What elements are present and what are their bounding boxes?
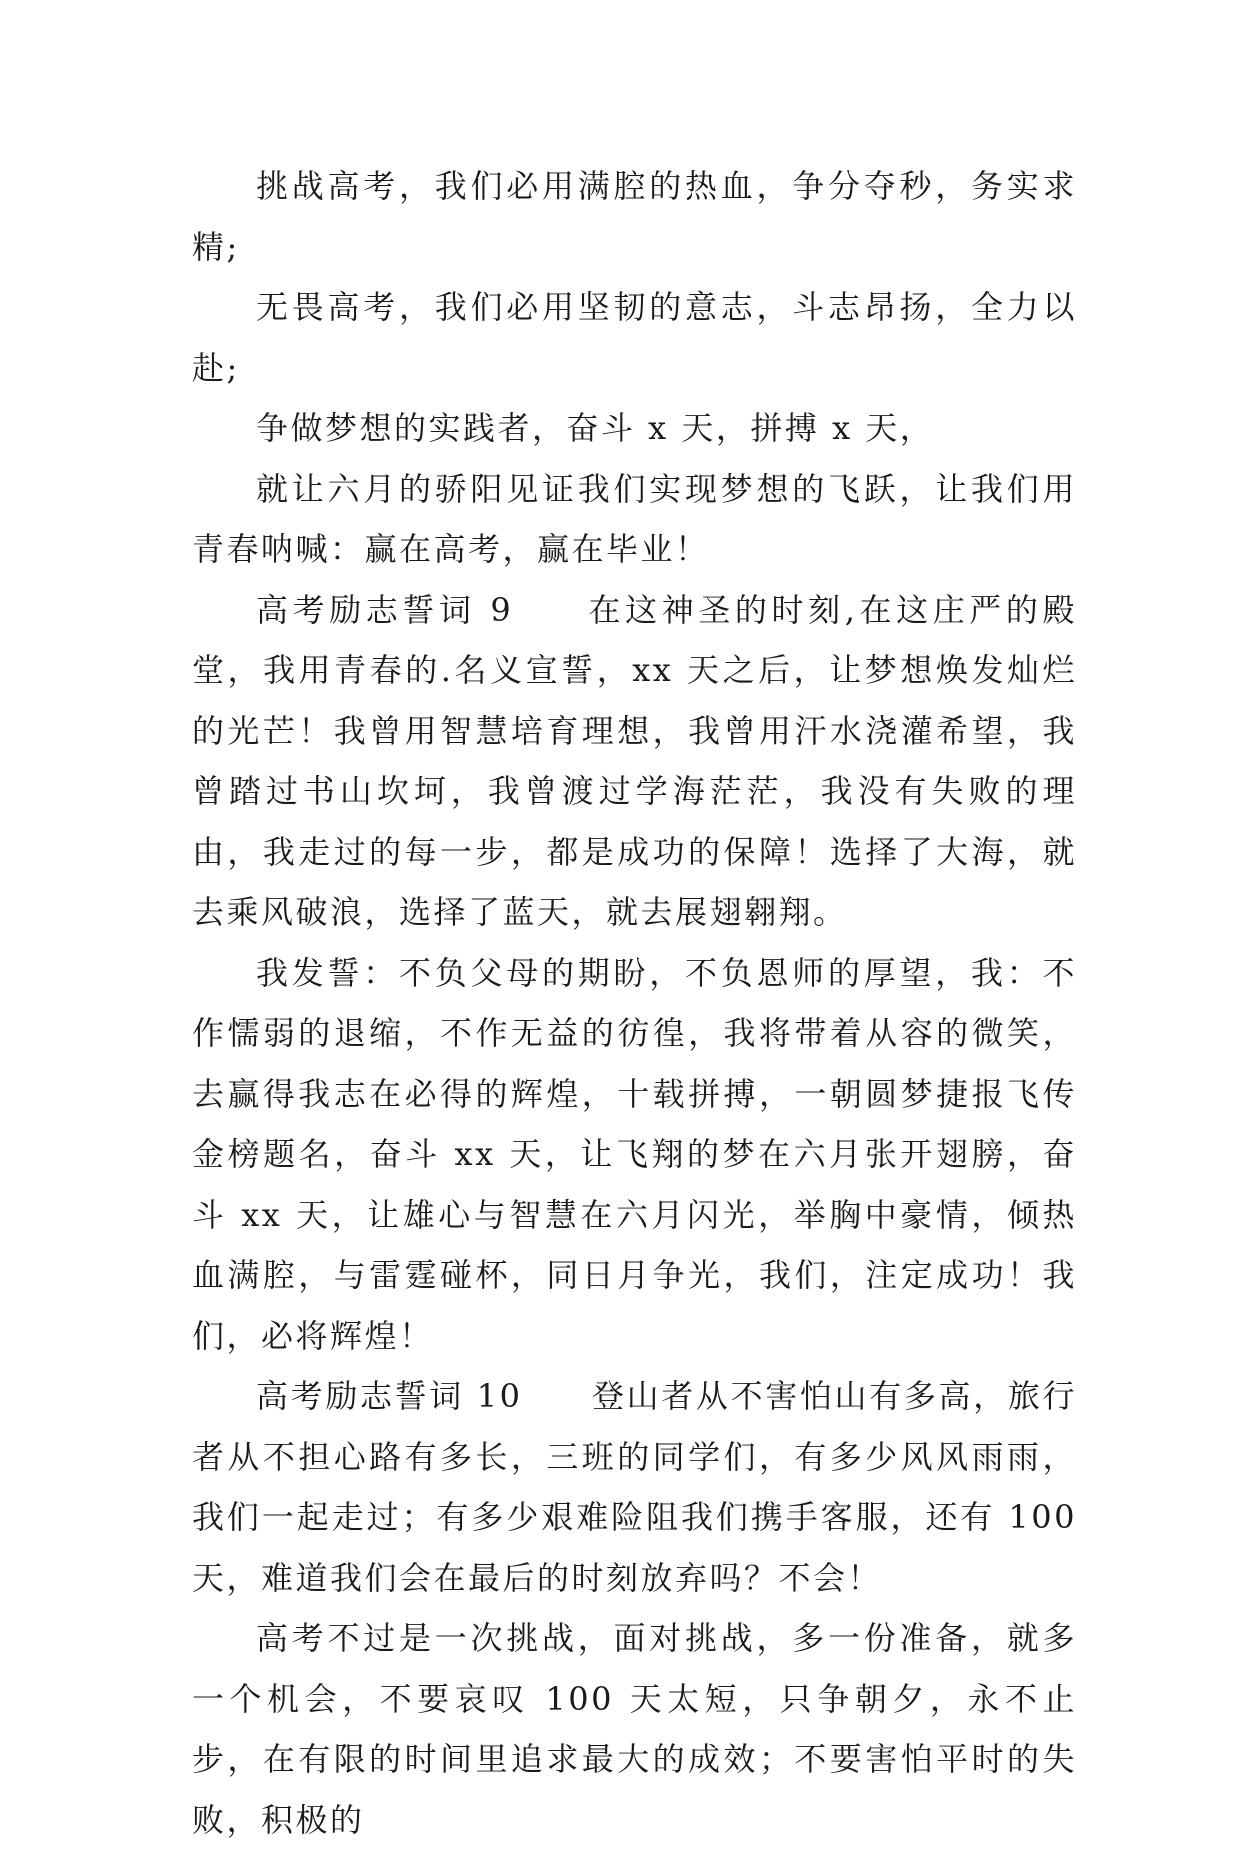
paragraph-1: 挑战高考，我们必用满腔的热血，争分夺秒，务实求精; xyxy=(192,167,1077,266)
paragraph-7: 高考励志誓词 10 登山者从不害怕山有多高，旅行者从不担心路有多长，三班的同学们，有多少风风雨雨，我们一起走过；有多少艰难险阻我们携手客服，还有 100 天，难道我们会在最后的时刻放弃吗？不会！ xyxy=(192,1377,1090,1597)
document-body xyxy=(192,156,1090,1850)
paragraph-2: 无畏高考，我们必用坚韧的意志，斗志昂扬，全力以赴; xyxy=(192,288,1077,387)
paragraph-5: 高考励志誓词 9 在这神圣的时刻,在这庄严的殿堂，我用青春的.名义宣誓，xx 天之后，让梦想焕发灿烂的光芒！我曾用智慧培育理想，我曾用汗水浇灌希望，我曾踏过书山坎坷，我曾渡过学海茫茫，我没有失败的理由，我走过的每一步，都是成功的保障！选择了大海，就去乘风破浪，选择了蓝天，就去展翅翱翔。 xyxy=(192,590,1077,931)
paragraph-4: 就让六月的骄阳见证我们实现梦想的飞跃，让我们用青春呐喊：赢在高考，赢在毕业！ xyxy=(192,469,1077,568)
paragraph-3: 争做梦想的实践者，奋斗 x 天，拼搏 x 天， xyxy=(256,409,935,447)
paragraph-6: 我发誓：不负父母的期盼，不负恩师的厚望，我：不作懦弱的退缩，不作无益的彷徨，我将带着从容的微笑，去赢得我志在必得的辉煌，十载拼搏，一朝圆梦捷报飞传金榜题名，奋斗 xx 天，让飞翔的梦在六月张开翅膀，奋斗 xx 天，让雄心与智慧在六月闪光，举胸中豪情，倾热血满腔，与雷霆碰杯，同日月争光，我们，注定成功！我们，必将辉煌！ xyxy=(192,953,1077,1355)
paragraph-8: 高考不过是一次挑战，面对挑战，多一份准备，就多一个机会，不要哀叹 100 天太短，只争朝夕，永不止步，在有限的时间里追求最大的成效；不要害怕平时的失败，积极的 xyxy=(192,1619,1077,1839)
